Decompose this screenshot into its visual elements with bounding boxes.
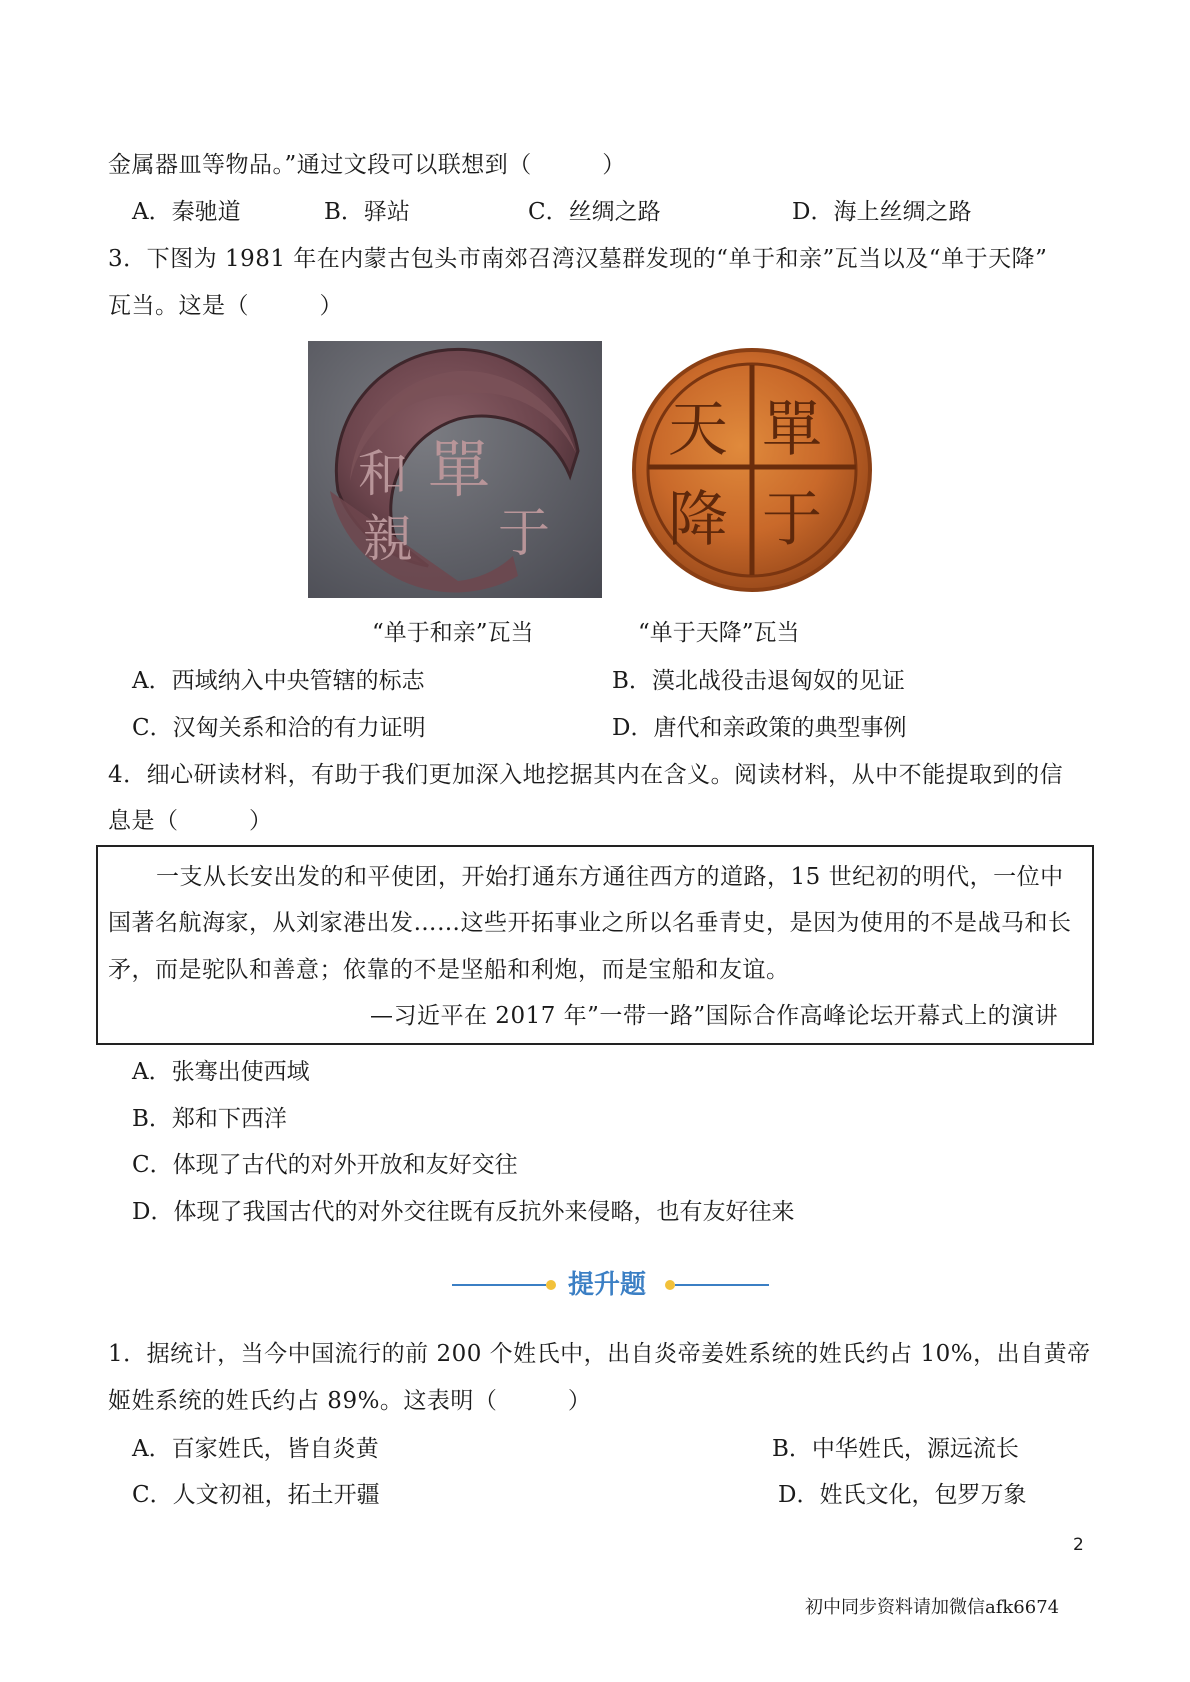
quote-source: —习近平在 2017 年”一带一路”国际合作高峰论坛开幕式上的演讲 [370,1003,1059,1029]
tile1-glyph-qin: 親 [363,510,413,568]
eave-tile-image-heqin [308,341,602,598]
tile1-glyph-yu: 于 [498,504,551,564]
q4-option-d[interactable]: D．体现了我国古代的对外交往既有反抗外来侵略，也有友好往来 [132,1199,795,1225]
p1-text-line1: 1．据统计，当今中国流行的前 200 个姓氏中，出自炎帝姜姓系统的姓氏约占 10%，出自黄帝 [108,1341,1091,1367]
q3-option-a[interactable]: A．西域纳入中央管辖的标志 [132,668,425,694]
quote-line-2: 国著名航海家，从刘家港出发……这些开拓事业之所以名垂青史，是因为使用的不是战马和长 [108,910,1072,936]
q2-option-c[interactable]: C．丝绸之路 [528,199,661,225]
eave-tile-image-tianjiang [628,345,876,595]
q4-option-a[interactable]: A．张骞出使西域 [132,1059,310,1085]
p1-text-line2: 姬姓系统的姓氏约占 89%。这表明（ ） [108,1388,592,1414]
image1-caption: “单于和亲”瓦当 [372,620,534,646]
q3-option-d[interactable]: D．唐代和亲政策的典型事例 [612,715,907,741]
q4-text-line1: 4．细心研读材料，有助于我们更加深入地挖据其内在含义。阅读材料，从中不能提取到的信 [108,762,1064,788]
tile1-glyph-dan: 單 [428,433,491,506]
q2-text-tail: 金属器皿等物品。”通过文段可以联想到（ ） [108,152,626,178]
p1-option-c[interactable]: C．人文初祖，拓土开疆 [132,1482,380,1508]
q4-option-b[interactable]: B．郑和下西洋 [132,1106,287,1132]
tile2-glyph-yu: 于 [762,485,822,555]
q2-option-a[interactable]: A．秦驰道 [132,199,241,225]
section-line-right [675,1284,769,1286]
q3-text-line2: 瓦当。这是（ ） [108,293,343,319]
footer-note: 初中同步资料请加微信afk6674 [805,1597,1060,1618]
tile1-glyph-he: 和 [358,445,408,503]
section-title: 提升题 [568,1270,647,1300]
section-dot-right [665,1280,675,1290]
q4-option-c[interactable]: C．体现了古代的对外开放和友好交往 [132,1152,518,1178]
image2-caption: “单于天降”瓦当 [638,620,800,646]
page-number: 2 [1073,1535,1084,1555]
tile2-glyph-dan: 單 [762,395,822,465]
tile2-glyph-tian: 天 [668,395,728,465]
q4-text-line2: 息是（ ） [108,808,273,834]
quote-line-1: 一支从长安出发的和平使团，开始打通东方通往西方的道路，15 世纪初的明代，一位中 [156,864,1064,890]
p1-option-a[interactable]: A．百家姓氏，皆自炎黄 [132,1436,379,1462]
q3-option-b[interactable]: B．漠北战役击退匈奴的见证 [612,668,905,694]
p1-option-b[interactable]: B．中华姓氏，源远流长 [772,1436,1019,1462]
section-dot-left [546,1280,556,1290]
tile2-glyph-jiang: 降 [668,485,728,555]
quote-line-3: 矛，而是驼队和善意；依靠的不是坚船和利炮，而是宝船和友谊。 [108,957,790,983]
q3-text-line1: 3．下图为 1981 年在内蒙古包头市南郊召湾汉墓群发现的“单于和亲”瓦当以及“单于天降” [108,246,1048,272]
q2-option-d[interactable]: D．海上丝绸之路 [792,199,972,225]
q3-option-c[interactable]: C．汉匈关系和洽的有力证明 [132,715,426,741]
section-line-left [452,1284,546,1286]
q2-option-b[interactable]: B．驿站 [324,199,410,225]
p1-option-d[interactable]: D．姓氏文化，包罗万象 [778,1482,1027,1508]
